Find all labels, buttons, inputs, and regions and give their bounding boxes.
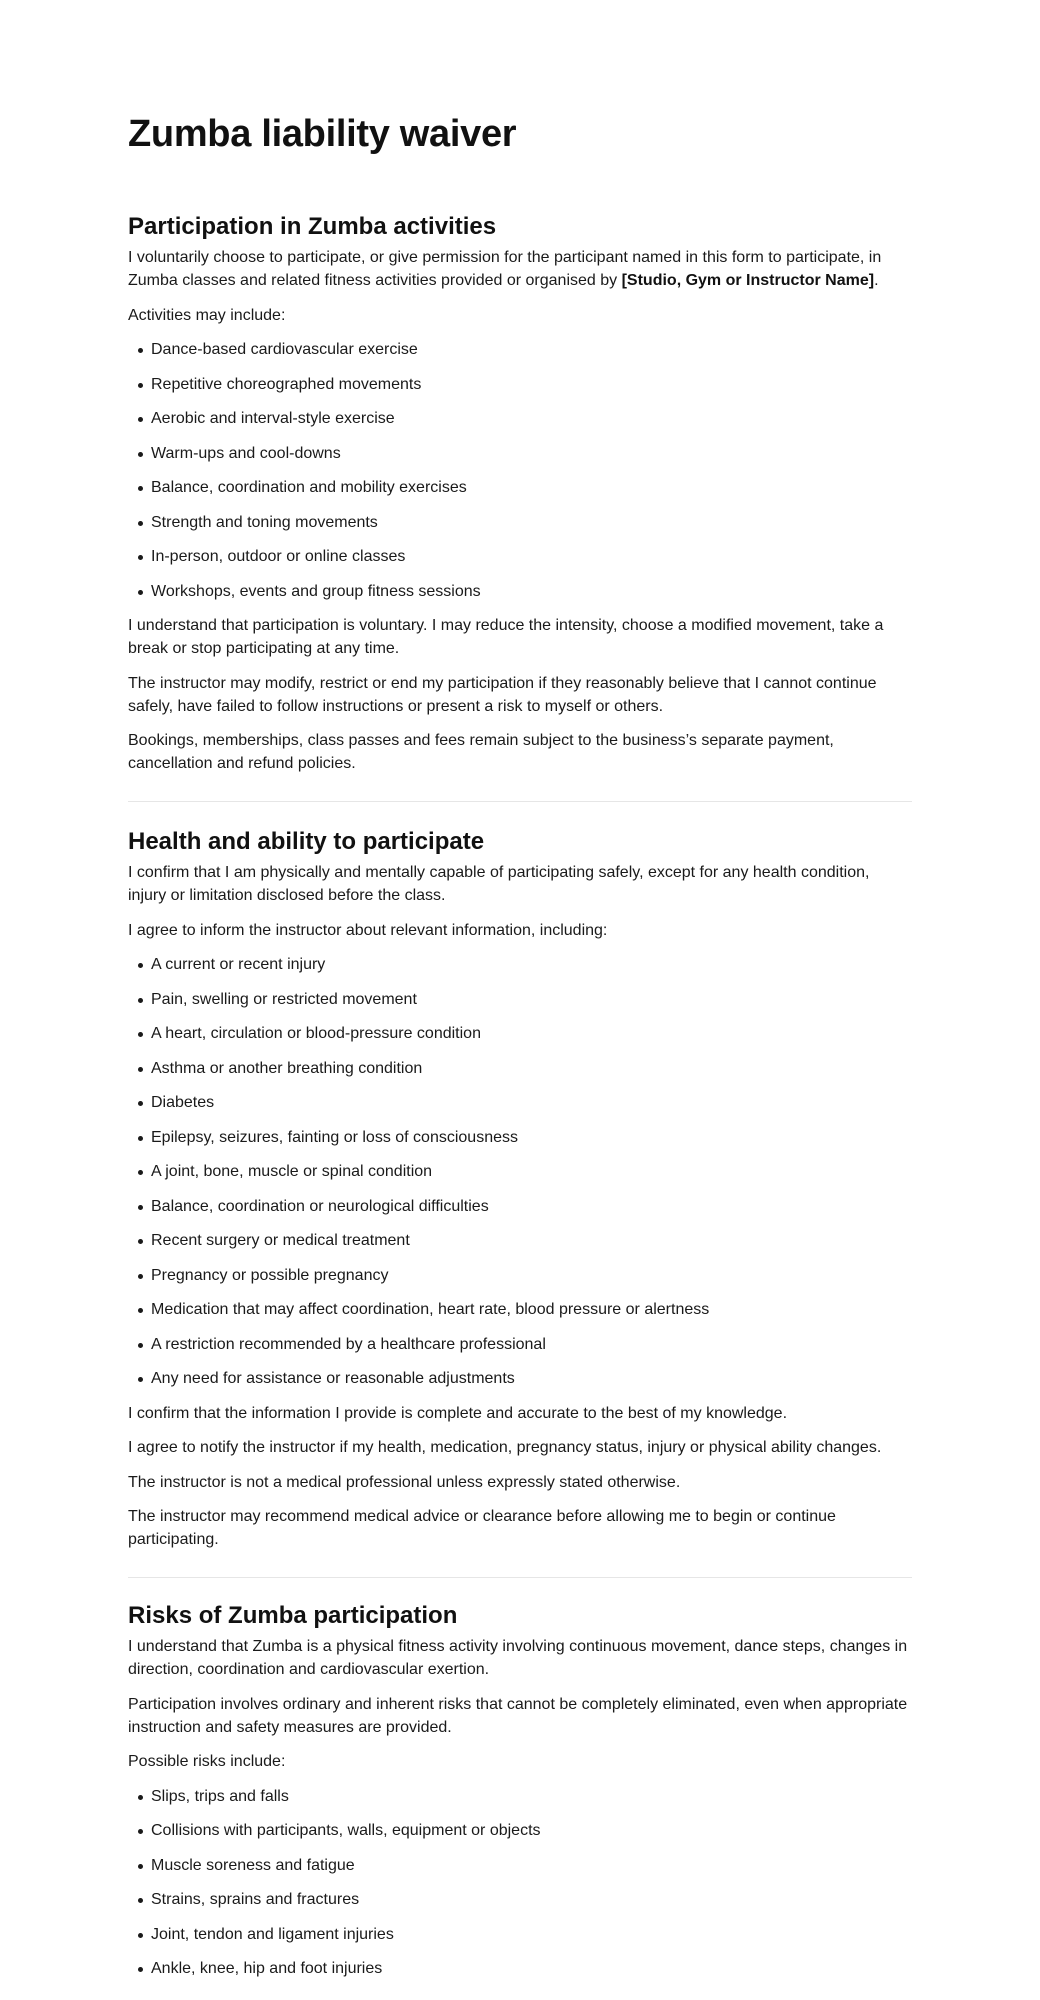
body-paragraph: I confirm that the information I provide is complete and accurate to the best of my knowledge.: [128, 1404, 788, 1422]
section-participation: [128, 211, 912, 787]
section-heading: Participation in Zumba activities: [128, 213, 497, 240]
body-paragraph: The instructor may recommend medical advice or clearance before allowing me to begin or continue participating.: [128, 1508, 836, 1548]
section-heading: Health and ability to participate: [128, 828, 485, 855]
body-paragraph: Bookings, memberships, class passes and fees remain subject to the business’s separate payment, cancellation and refund policies.: [128, 732, 834, 772]
section-divider: [128, 1577, 912, 1578]
section-heading: Risks of Zumba participation: [128, 1602, 458, 1629]
list-item: Joint, tendon and ligament injuries: [128, 1923, 912, 1946]
list-item: Any need for assistance or reasonable adjustments: [128, 1367, 912, 1390]
list-item: Collisions with participants, walls, equipment or objects: [128, 1819, 912, 1842]
list-intro-paragraph: Possible risks include:: [128, 1753, 286, 1770]
section-intro-paragraph: I understand that Zumba is a physical fitness activity involving continuous movement, dance steps, changes in direction, coordination and cardiovascular exertion.: [128, 1638, 908, 1678]
list-item: Repetitive choreographed movements: [128, 373, 912, 396]
activities-list: [128, 338, 912, 603]
business-name-placeholder: [Studio, Gym or Instructor Name]: [621, 272, 875, 289]
list-item: Aerobic and interval-style exercise: [128, 407, 912, 430]
section-divider: [128, 801, 912, 802]
list-item: Strength and toning movements: [128, 511, 912, 534]
section-intro-paragraph: [128, 246, 912, 292]
list-item: A joint, bone, muscle or spinal condition: [128, 1160, 912, 1183]
body-paragraph: The instructor may modify, restrict or end my participation if they reasonably believe that I cannot continue safely, have failed to follow instructions or present a risk to myself or others.: [128, 674, 877, 715]
body-paragraph: Participation involves ordinary and inherent risks that cannot be completely eliminated, even when appropriate instruction and safety measures are provided.: [128, 1695, 908, 1736]
list-item: Workshops, events and group fitness sessions: [128, 580, 912, 603]
list-item: A current or recent injury: [128, 953, 912, 976]
intro-text-end: .: [874, 272, 879, 289]
list-item: Warm-ups and cool-downs: [128, 442, 912, 465]
body-paragraph: I agree to notify the instructor if my health, medication, pregnancy status, injury or physical ability changes.: [128, 1439, 882, 1456]
list-item: In-person, outdoor or online classes: [128, 545, 912, 568]
list-item: Pain, swelling or restricted movement: [128, 988, 912, 1011]
list-item: Strains, sprains and fractures: [128, 1888, 912, 1911]
body-paragraph: I understand that participation is voluntary. I may reduce the intensity, choose a modified movement, take a break or stop participating at any time.: [128, 617, 884, 657]
list-item: Medication that may affect coordination, heart rate, blood pressure or alertness: [128, 1298, 912, 1321]
list-item: A restriction recommended by a healthcare professional: [128, 1333, 912, 1356]
body-paragraph: The instructor is not a medical professional unless expressly stated otherwise.: [128, 1473, 681, 1491]
list-item: Dance-based cardiovascular exercise: [128, 338, 912, 361]
section-risks: [128, 1600, 912, 1992]
list-item: Ankle, knee, hip and foot injuries: [128, 1957, 912, 1980]
list-item: Diabetes: [128, 1091, 912, 1114]
list-item: Balance, coordination or neurological difficulties: [128, 1195, 912, 1218]
list-item: Muscle soreness and fatigue: [128, 1854, 912, 1877]
health-conditions-list: [128, 953, 912, 1390]
list-item: A heart, circulation or blood-pressure condition: [128, 1022, 912, 1045]
risks-list: [128, 1785, 912, 1981]
list-intro-paragraph: Activities may include:: [128, 306, 286, 324]
list-item: Epilepsy, seizures, fainting or loss of consciousness: [128, 1126, 912, 1149]
list-intro-paragraph: I agree to inform the instructor about relevant information, including:: [128, 921, 608, 939]
document-title: Zumba liability waiver: [128, 113, 517, 155]
intro-text: I voluntarily choose to participate, or give permission for the participant named in this form to participate, in Zumba classes and related fitness activities provided or organised by: [128, 249, 882, 289]
list-item: Asthma or another breathing condition: [128, 1057, 912, 1080]
list-item: Recent surgery or medical treatment: [128, 1229, 912, 1252]
section-health: [128, 826, 912, 1563]
section-intro-paragraph: I confirm that I am physically and mentally capable of participating safely, except for any health condition, injury or limitation disclosed before the class.: [128, 864, 870, 904]
list-item: Pregnancy or possible pregnancy: [128, 1264, 912, 1287]
list-item: Balance, coordination and mobility exercises: [128, 476, 912, 499]
list-item: Slips, trips and falls: [128, 1785, 912, 1808]
